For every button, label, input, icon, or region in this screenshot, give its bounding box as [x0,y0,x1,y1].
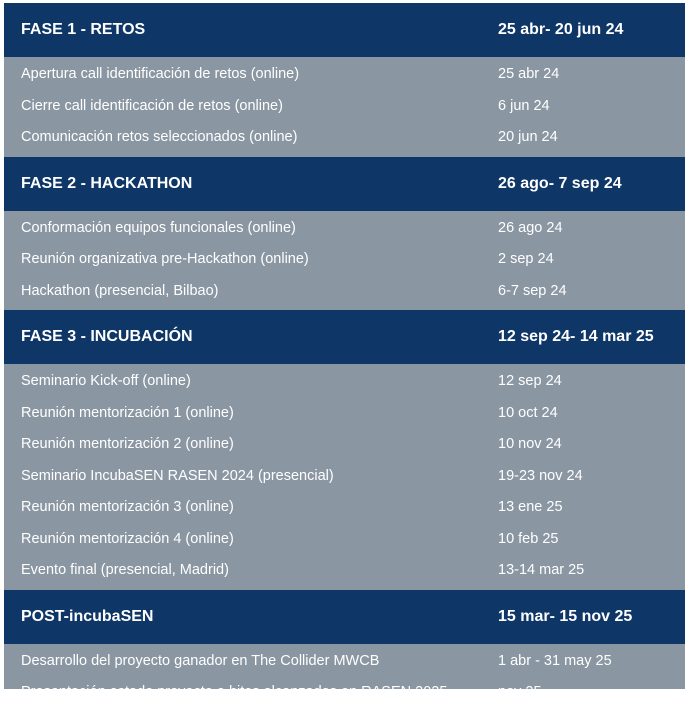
activity-date: 10 nov 24 [498,436,562,452]
activity-label: Reunión mentorización 4 (online) [21,530,234,547]
activity-label: Reunión organizativa pre-Hackathon (online) [21,251,309,267]
activity-date: 13 ene 25 [498,499,563,515]
activity-date: 12 sep 24 [498,373,562,389]
table-row [4,524,685,556]
phase-date-range: 26 ago- 7 sep 24 [498,174,622,192]
table-row [4,398,685,430]
activity-date: 19-23 nov 24 [498,467,583,484]
activity-label: Desarrollo del proyecto ganador en The Collider MWCB [21,652,380,669]
table-row [4,677,685,709]
table-row [4,213,685,245]
phase-date-range: 15 mar- 15 nov 25 [498,607,633,625]
activity-label: Reunión mentorización 3 (online) [21,499,234,515]
phase-title: FASE 3 - INCUBACIÓN [21,328,193,345]
activity-label: Seminario Kick-off (online) [21,373,191,389]
phase-rows [4,644,685,712]
table-row [4,492,685,524]
table-row [4,555,685,587]
schedule-table [4,3,685,700]
phase-rows [4,57,685,157]
table-row [4,646,685,678]
activity-date: 10 oct 24 [498,404,558,421]
phase-header [4,590,685,644]
activity-date: 2 sep 24 [498,251,554,267]
table-row [4,429,685,461]
activity-date: 10 feb 25 [498,530,559,547]
activity-date: 1 abr - 31 may 25 [498,652,612,669]
activity-date: 26 ago 24 [498,219,563,236]
table-row [4,244,685,276]
phase-date-range: 25 abr- 20 jun 24 [498,21,624,38]
activity-label: Reunión mentorización 2 (online) [21,436,234,452]
phase-header [4,3,685,57]
activity-label: Hackathon (presencial, Bilbao) [21,282,219,299]
activity-date: 25 abr 24 [498,66,560,82]
activity-label: Apertura call identificación de retos (online) [21,66,300,82]
activity-label: Reunión mentorización 1 (online) [21,404,234,421]
table-row [4,122,685,154]
activity-date: 6-7 sep 24 [498,282,567,299]
table-row [4,59,685,91]
activity-label: Cierre call identificación de retos (online) [21,97,283,114]
activity-date: nov 25 [498,684,542,700]
phase-header [4,310,685,364]
table-row [4,461,685,493]
table-row [4,366,685,398]
activity-label: Comunicación retos seleccionados (online) [21,129,298,145]
phase-title: FASE 2 - HACKATHON [21,174,193,192]
table-row [4,276,685,308]
activity-label: Presentación estado proyecto e hitos alcanzados en RASEN 2025 [21,684,448,700]
activity-date: 13-14 mar 25 [498,562,585,578]
activity-date: 6 jun 24 [498,97,550,114]
phase-rows [4,211,685,311]
phase-rows [4,364,685,590]
activity-date: 20 jun 24 [498,129,558,145]
table-row [4,91,685,123]
phase-date-range: 12 sep 24- 14 mar 25 [498,328,654,345]
activity-label: Conformación equipos funcionales (online) [21,219,296,236]
activity-label: Seminario IncubaSEN RASEN 2024 (presencial) [21,467,334,484]
activity-label: Evento final (presencial, Madrid) [21,562,229,578]
phase-title: POST-incubaSEN [21,607,154,625]
phase-title: FASE 1 - RETOS [21,21,146,38]
phase-header [4,157,685,211]
